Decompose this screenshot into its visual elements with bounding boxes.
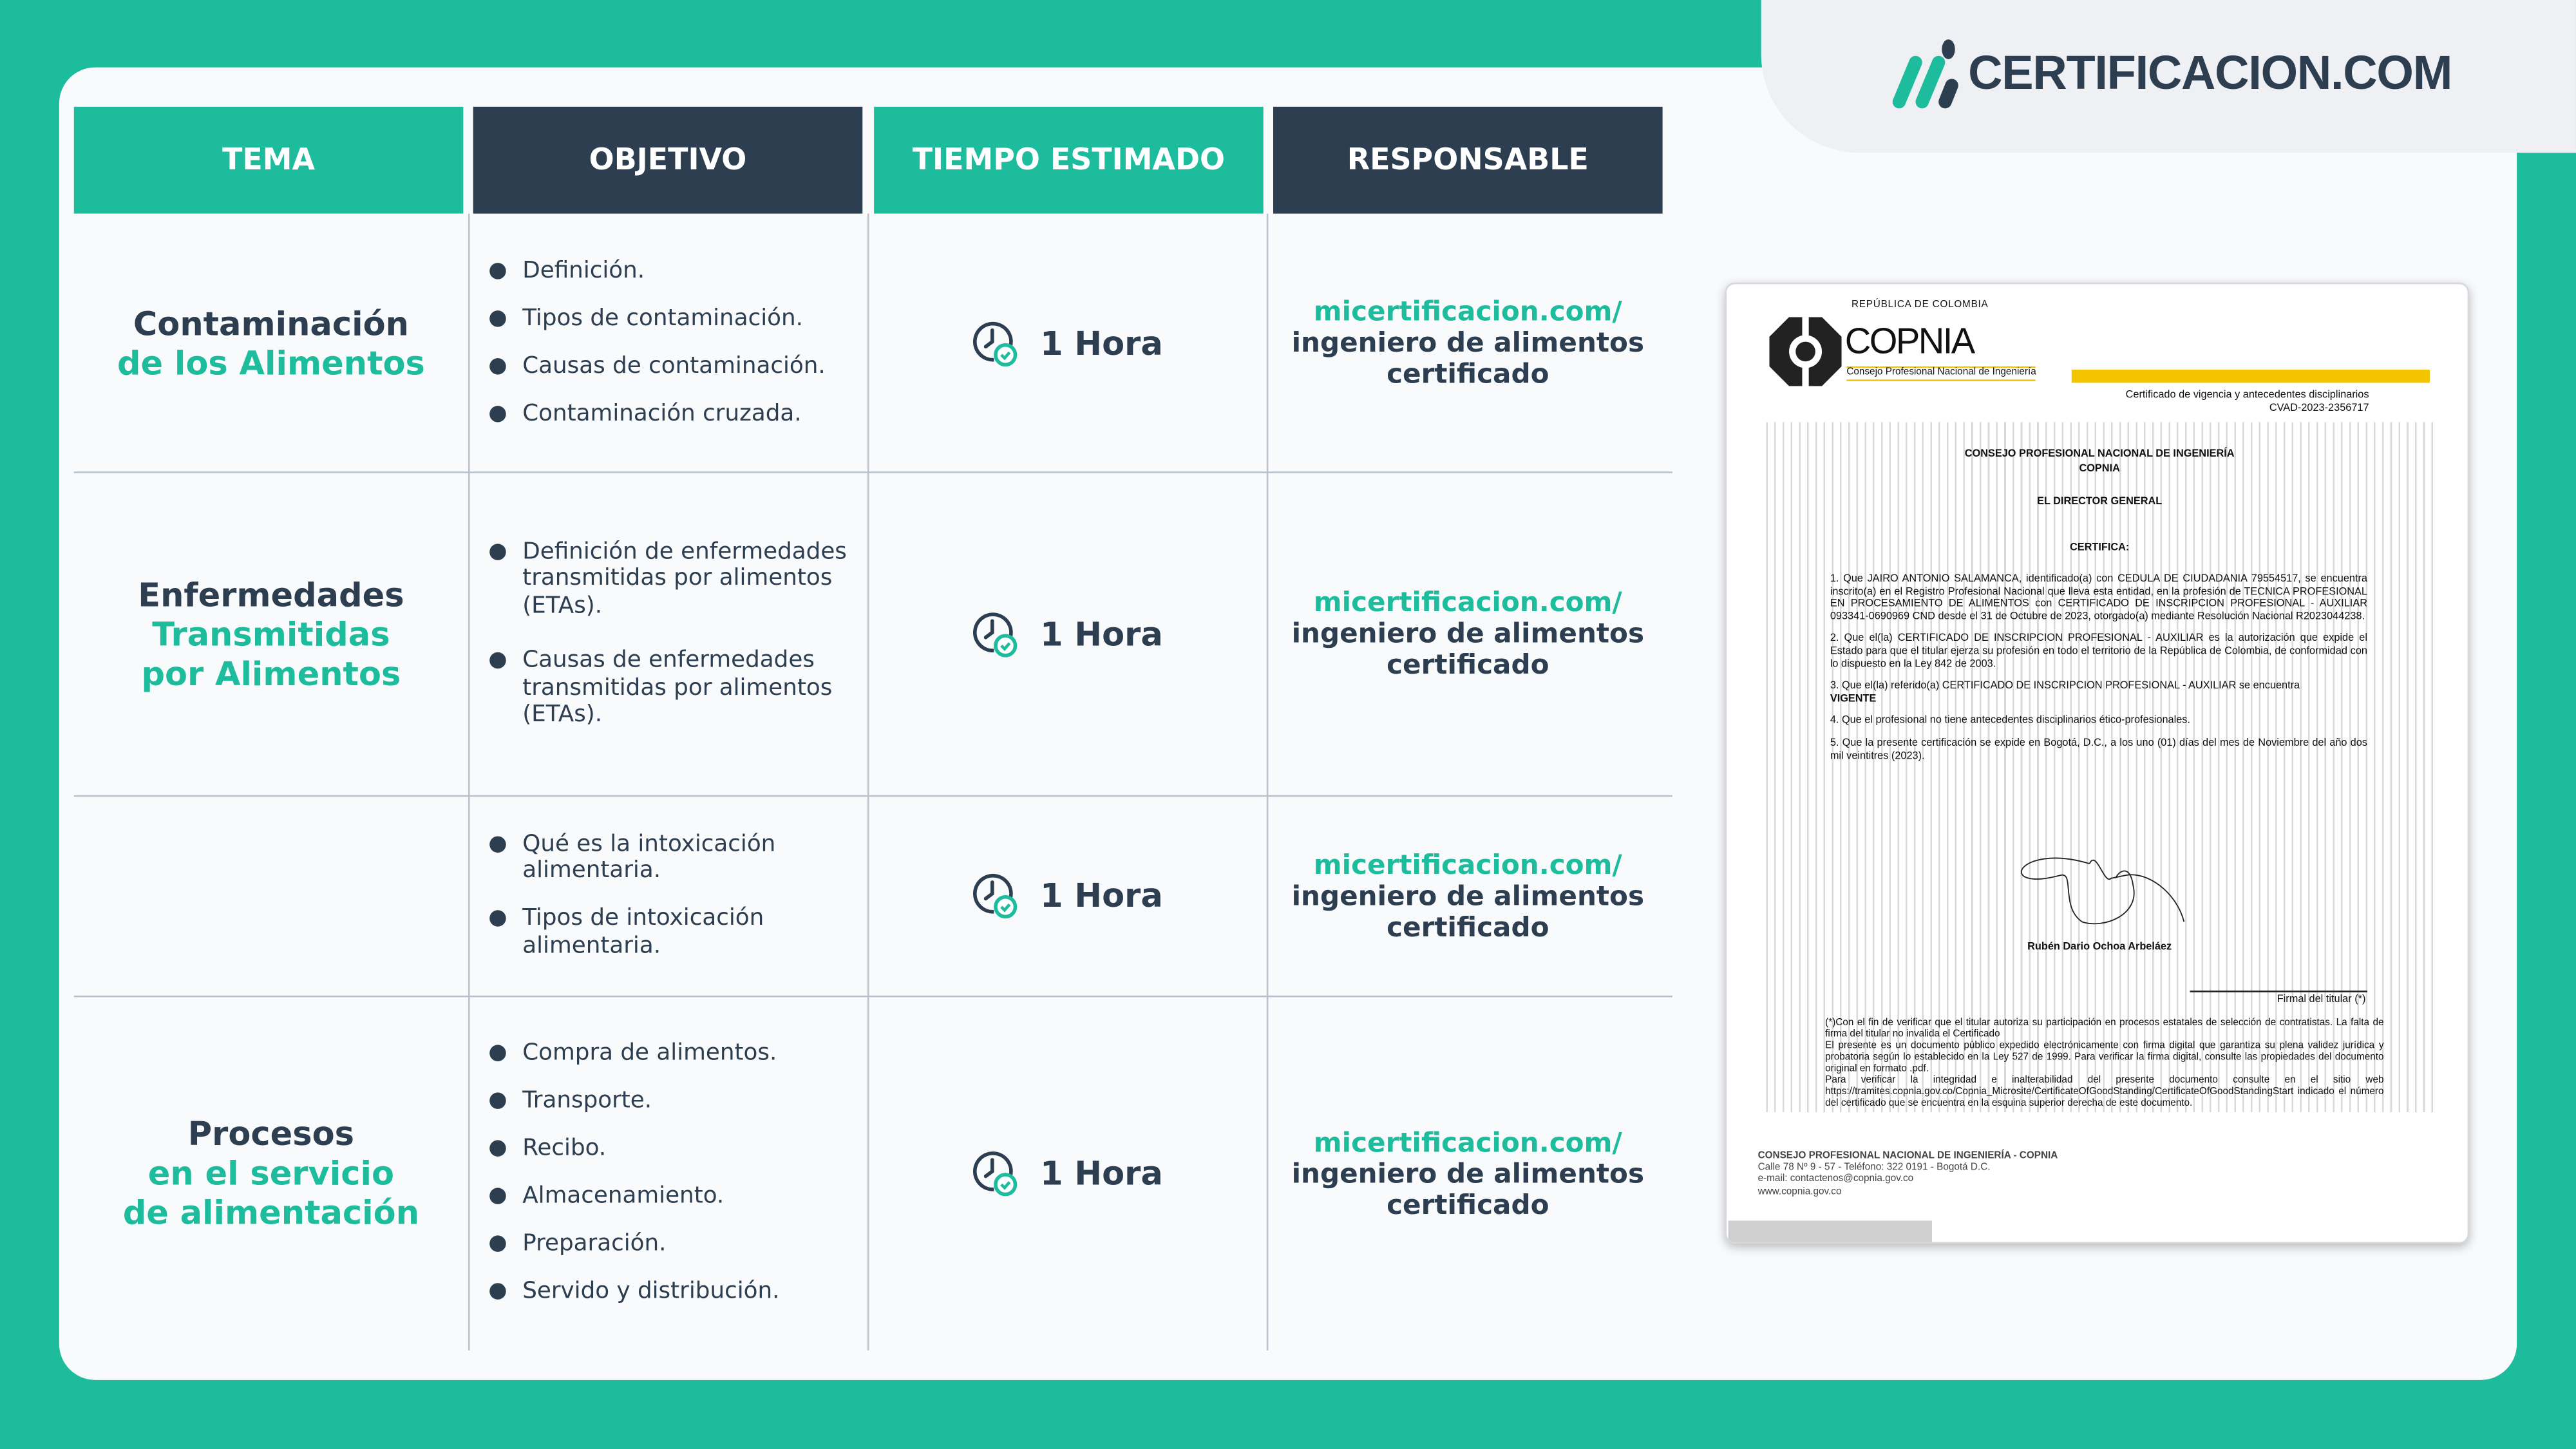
cert-heading: CONSEJO PROFESIONAL NACIONAL DE INGENIERÍA <box>1964 448 2235 460</box>
cert-doc-title: Certificado de vigencia y antecedentes disciplinarios CVAD-2023-2356717 <box>2125 389 2369 413</box>
time-value: 1 Hora <box>1040 613 1163 654</box>
objective-item: Qué es la intoxicación alimentaria. <box>486 831 861 885</box>
objective-item: Definición de enfermedades transmitidas por alimentos (ETAs). <box>486 538 861 619</box>
responsable-line: certificado <box>1387 649 1549 681</box>
header-objetivo: OBJETIVO <box>473 107 863 214</box>
cert-heading: COPNIA <box>2079 463 2120 475</box>
clock-check-icon <box>971 871 1021 920</box>
tema-line: de los Alimentos <box>117 342 425 383</box>
cert-logo-text: COPNIA <box>1844 320 1974 362</box>
cell-tema <box>74 471 468 795</box>
responsable-line: ingeniero de alimentos <box>1291 1157 1645 1189</box>
objective-item: Servido y distribución. <box>486 1278 779 1305</box>
signature-line <box>2190 990 2367 992</box>
cell-responsable <box>1267 471 1669 795</box>
copnia-certificate <box>1725 283 2470 1244</box>
clock-check-icon <box>971 318 1021 368</box>
cell-tema <box>74 795 468 996</box>
objective-item: Preparación. <box>486 1231 779 1258</box>
objective-item: Transporte. <box>486 1088 779 1115</box>
copnia-seal-icon <box>1769 317 1841 386</box>
cert-body: 1. Que JAIRO ANTONIO SALAMANCA, identificado(a) con CEDULA DE CIUDADANIA 79554517, se encuentra inscrito(a) en el Registro Profesional Nacional que lleva esta entidad, en la profesión de TECNICA PROFESIONAL EN PROCESAMIENTO DE ALIMENTOS con CERTIFICADO DE INSCRIPCION PROFESIONAL - AUXILIAR 093341-0690969 CND desde el 31 de Octubre de 2023, otorgado(a) mediante Resolución Nacional R2023044238. 2. Que el(la) CERTIFICADO DE INSCRIPCION PROFESIONAL - AUXILIAR es la autorización que expide el Estado para que el titular ejerza su profesión en todo el territorio de la República de Colombia, de conformidad con lo dispuesto en la Ley 842 de 2003. 3. Que el(la) referido(a) CERTIFICADO DE INSCRIPCION PROFESIONAL - AUXILIAR se encuentra VIGENTE 4. Que el profesional no tiene antecedentes disciplinarios ético-profesionales. 5. Que la presente certificación se expide en Bogotá, D.C., a los uno (01) días del mes de Noviembre del año dos mil veintitres (2023). <box>1830 573 2367 762</box>
tema-line: Procesos <box>187 1113 355 1153</box>
responsable-link[interactable]: micertificacion.com/ <box>1313 296 1622 327</box>
tema-line: Transmitidas <box>152 613 390 654</box>
cell-objetivo <box>486 471 861 795</box>
tema-line: Contaminación <box>133 303 409 343</box>
objective-item: Causas de enfermedades transmitidas por alimentos (ETAs). <box>486 647 861 728</box>
cell-objetivo <box>486 795 861 996</box>
cell-tiempo <box>867 471 1267 795</box>
responsable-line: certificado <box>1387 358 1549 390</box>
cell-objetivo <box>486 214 861 472</box>
objective-item: Recibo. <box>486 1135 779 1162</box>
header-tiempo: TIEMPO ESTIMADO <box>874 107 1264 214</box>
responsable-link[interactable]: micertificacion.com/ <box>1313 848 1622 880</box>
objective-item: Almacenamiento. <box>486 1183 779 1210</box>
cell-tiempo <box>867 795 1267 996</box>
cell-objetivo <box>486 996 861 1350</box>
tema-line: Enfermedades <box>138 574 404 614</box>
clock-check-icon <box>971 609 1021 658</box>
time-value: 1 Hora <box>1040 1153 1163 1193</box>
signature-image <box>1989 835 2211 936</box>
tema-line: por Alimentos <box>141 653 401 693</box>
clock-check-icon <box>971 1148 1021 1198</box>
cert-holder-sign: Firmal del titular (*) <box>2277 994 2366 1006</box>
cell-responsable <box>1267 996 1669 1350</box>
cert-notes: (*)Con el fin de verificar que el titular autoriza su participación en procesos estatales de selección de contratistas. La falta de firma del titular no invalida el Certificado El presente es un documento público expedido electrónicamente con firma digital que garantiza su plena validez jurídica y probatoria según lo establecido en la Ley 527 de 1999. Para verificar la firma digital, consulte las propiedades del documento original en formato .pdf. Para verificar la integridad e inalterabilidad del presente documento consulte en el sitio web https://tramites.copnia.gov.co/Copnia_Microsite/CertificateOfGoodStanding/CertificateOfGoodStandingStart indicado el número del certificado que se encuentra en la esquina superior derecha de este documento. <box>1825 1018 2384 1109</box>
brand-logo <box>1886 36 2452 111</box>
scroll-bar <box>1728 1220 1932 1244</box>
cert-heading: CERTIFICA: <box>2069 542 2130 554</box>
cert-heading: EL DIRECTOR GENERAL <box>2037 496 2163 508</box>
cert-republica: REPÚBLICA DE COLOMBIA <box>1851 300 1989 311</box>
objective-item: Compra de alimentos. <box>486 1040 779 1067</box>
objective-item: Tipos de contaminación. <box>486 305 826 332</box>
responsable-line: certificado <box>1387 911 1549 942</box>
responsable-line: ingeniero de alimentos <box>1291 327 1645 359</box>
cell-tema <box>74 214 468 472</box>
cert-logo-sub: Consejo Profesional Nacional de Ingeniería <box>1846 366 2036 381</box>
objective-item: Tipos de intoxicación alimentaria. <box>486 905 861 960</box>
objective-item: Definición. <box>486 258 826 285</box>
cell-tiempo <box>867 996 1267 1350</box>
cell-tema <box>74 996 468 1350</box>
yellow-band <box>2072 370 2430 383</box>
cert-signer: Rubén Dario Ochoa Arbeláez <box>2027 941 2172 953</box>
responsable-line: ingeniero de alimentos <box>1291 880 1645 911</box>
security-pattern <box>1763 422 2436 1112</box>
responsable-line: ingeniero de alimentos <box>1291 618 1645 649</box>
column-divider <box>468 214 470 1350</box>
header-tema: TEMA <box>74 107 464 214</box>
cell-tiempo <box>867 214 1267 472</box>
brand-name: CERTIFICACION.COM <box>1968 46 2452 100</box>
responsable-link[interactable]: micertificacion.com/ <box>1313 586 1622 618</box>
tema-line: en el servicio <box>147 1153 395 1193</box>
brand-mark-icon <box>1886 36 1962 111</box>
objective-item: Causas de contaminación. <box>486 353 826 380</box>
tema-line: de alimentación <box>122 1193 420 1233</box>
cell-responsable <box>1267 214 1669 472</box>
cert-footer: CONSEJO PROFESIONAL NACIONAL DE INGENIERÍA - COPNIA Calle 78 Nº 9 - 57 - Teléfono: 322 0191 - Bogotá D.C. e-mail: contactenos@copnia.gov.co www.copnia.gov.co <box>1757 1151 2058 1197</box>
responsable-line: certificado <box>1387 1188 1549 1220</box>
cell-responsable <box>1267 795 1669 996</box>
responsable-link[interactable]: micertificacion.com/ <box>1313 1126 1622 1158</box>
time-value: 1 Hora <box>1040 875 1163 915</box>
objective-item: Contaminación cruzada. <box>486 401 826 428</box>
time-value: 1 Hora <box>1040 323 1163 363</box>
header-responsable: RESPONSABLE <box>1273 107 1663 214</box>
